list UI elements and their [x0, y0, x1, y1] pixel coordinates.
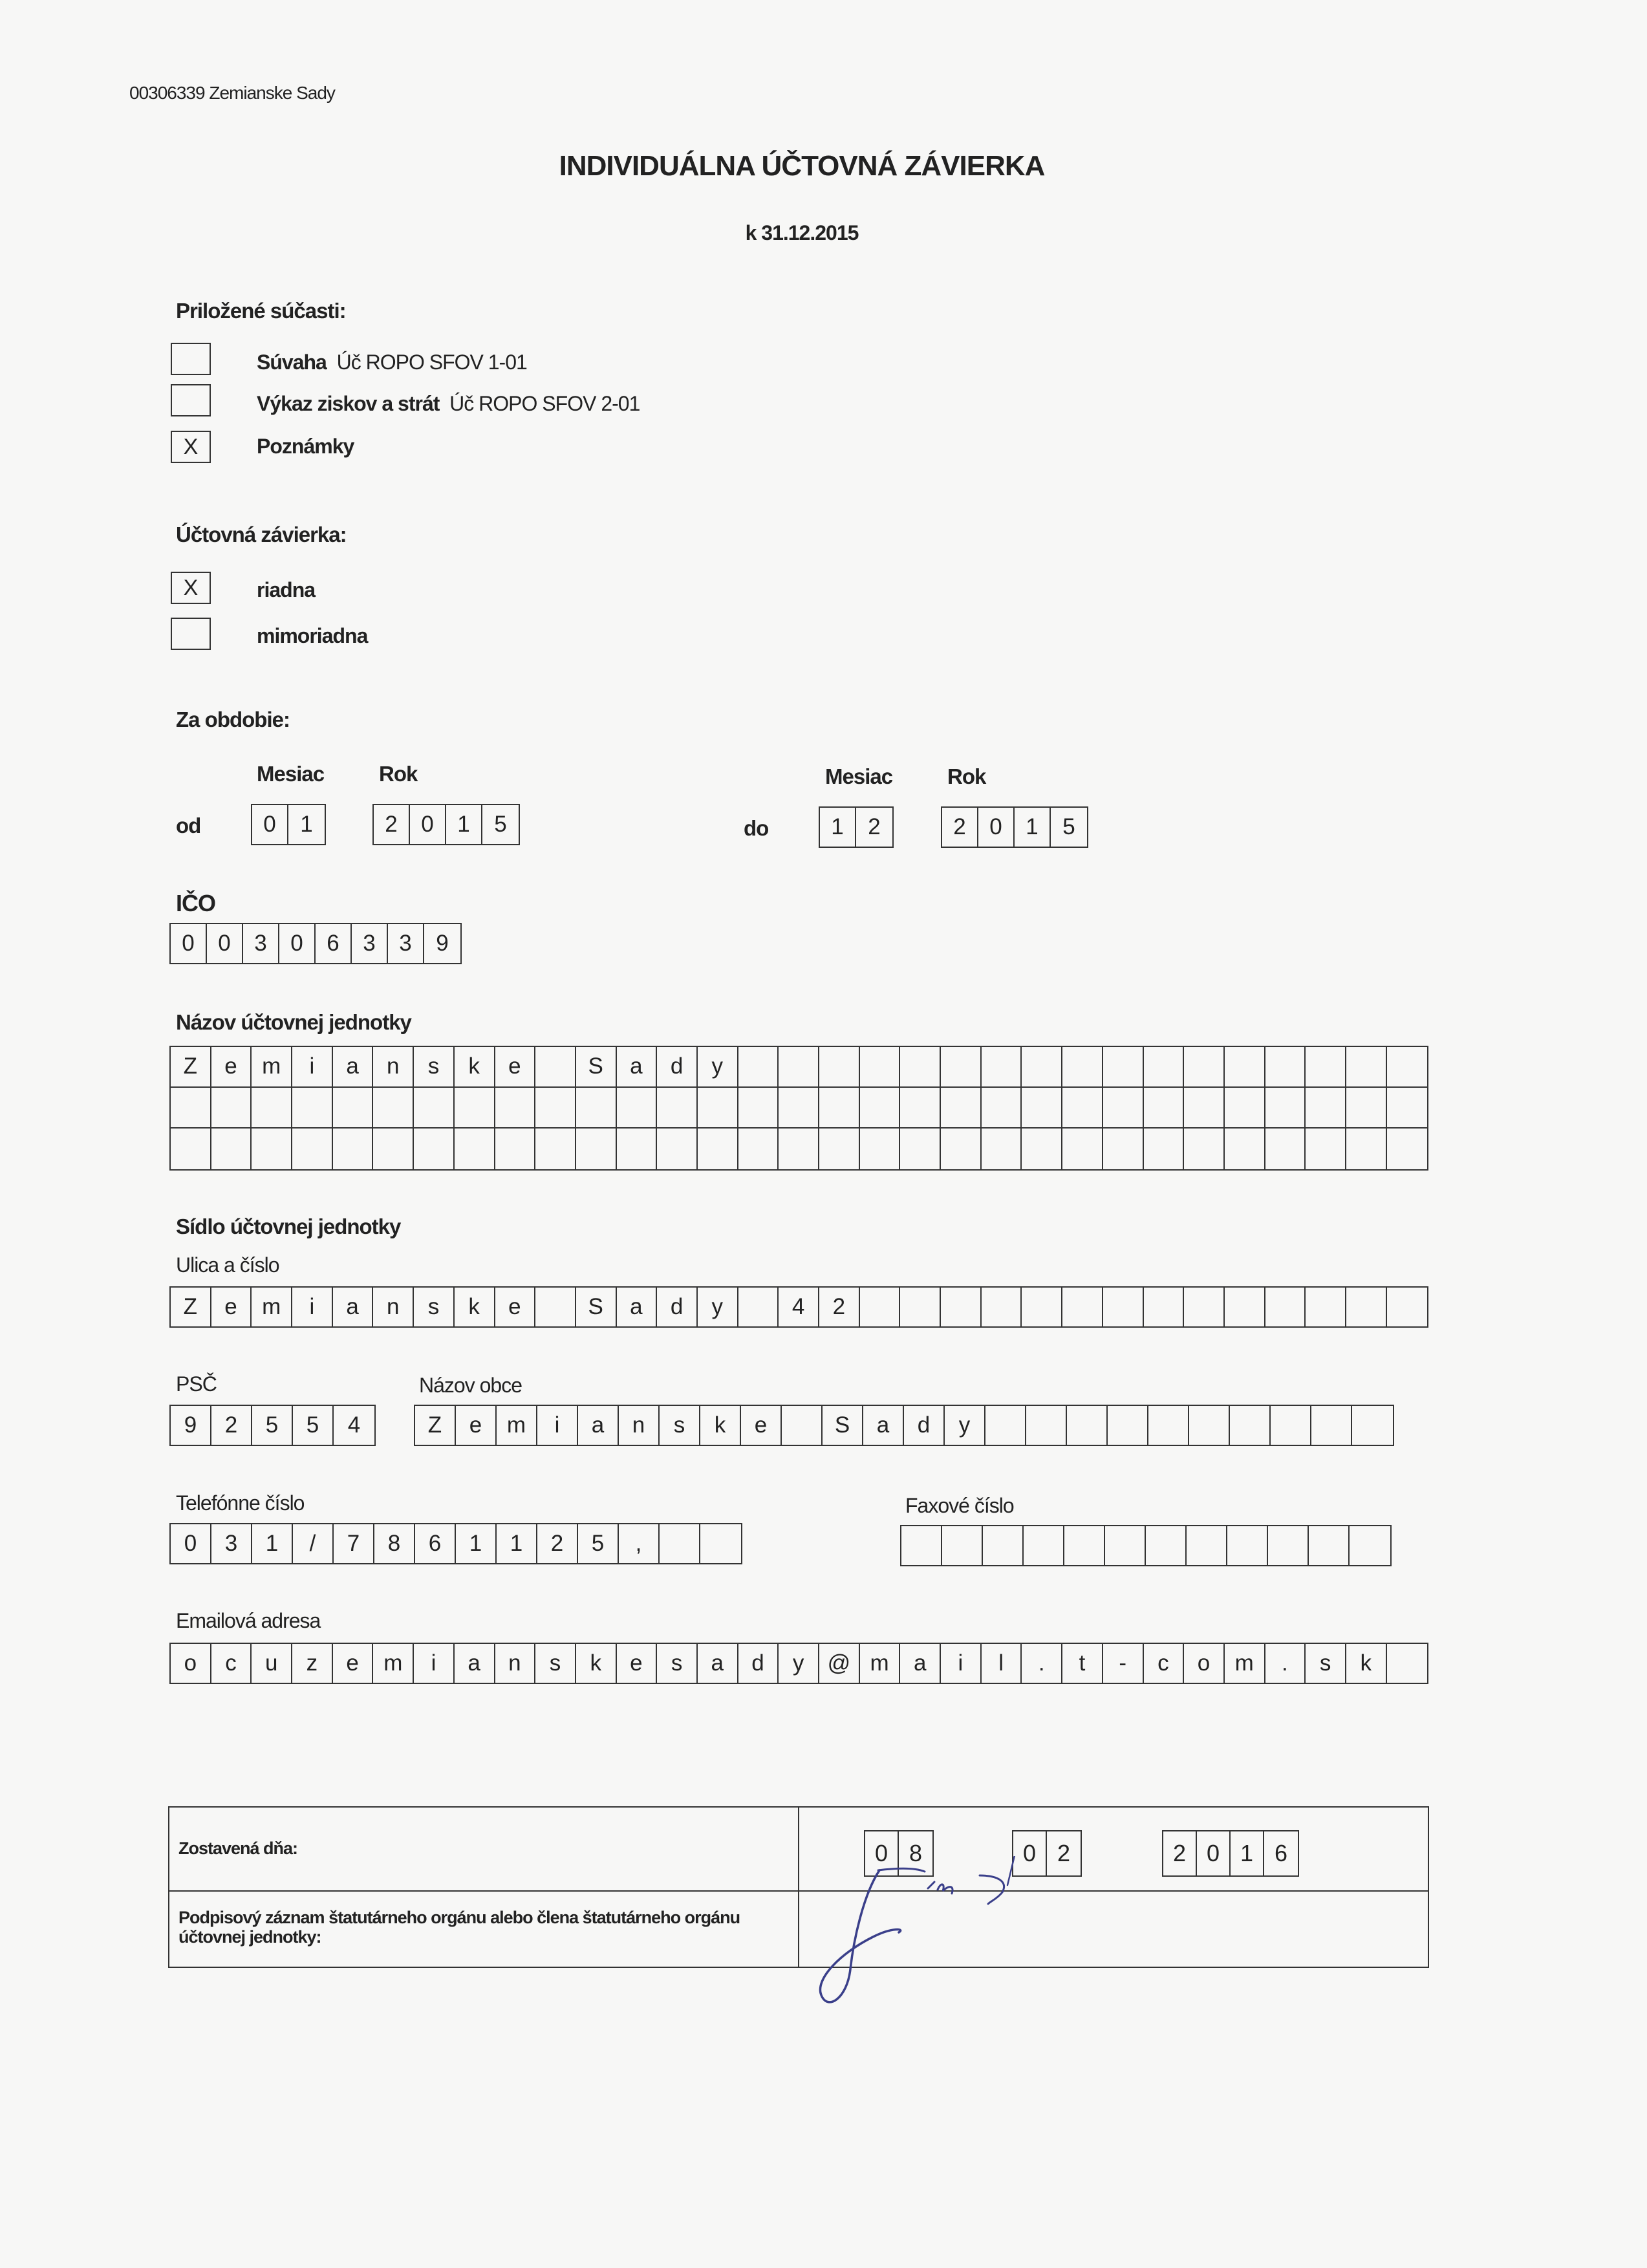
char-cell [1146, 1526, 1187, 1565]
char-cell: d [738, 1644, 779, 1683]
checkbox-mimoriadna[interactable] [171, 618, 211, 650]
char-cell [1271, 1406, 1311, 1445]
char-cell: 2 [1163, 1831, 1197, 1875]
char-cell: Z [171, 1047, 211, 1088]
char-cell: 0 [171, 924, 207, 963]
char-cell [1265, 1288, 1306, 1326]
char-cell: d [657, 1288, 698, 1326]
char-cell: m [497, 1406, 537, 1445]
ico-field[interactable] [169, 923, 462, 964]
signature-label: Podpisový záznam štatutárneho orgánu alebo člena štatutárneho orgánu účtovnej jednotky: [178, 1908, 740, 1947]
char-cell [617, 1088, 658, 1129]
char-cell [860, 1088, 901, 1129]
suvaha-code: Úč ROPO SFOV 1-01 [336, 351, 527, 374]
char-cell [1265, 1088, 1306, 1129]
char-cell [252, 1088, 292, 1129]
char-cell [860, 1288, 901, 1326]
char-cell: n [619, 1406, 660, 1445]
char-cell [1144, 1288, 1185, 1326]
char-cell: i [292, 1047, 333, 1088]
street-field[interactable] [169, 1286, 1428, 1328]
char-cell: y [698, 1047, 738, 1088]
char-cell: 0 [978, 808, 1015, 847]
char-cell [1148, 1406, 1189, 1445]
char-cell: 2 [211, 1406, 252, 1445]
char-cell: e [333, 1644, 374, 1683]
char-cell [1225, 1129, 1265, 1169]
char-cell: 3 [388, 924, 424, 963]
date-line: k 31.12.2015 [745, 221, 859, 244]
char-cell: n [373, 1047, 414, 1088]
char-cell: Z [415, 1406, 456, 1445]
handwritten-signature [802, 1856, 1060, 2024]
char-cell [1387, 1129, 1428, 1169]
char-cell [985, 1406, 1026, 1445]
char-cell: y [779, 1644, 819, 1683]
char-cell [1022, 1088, 1062, 1129]
char-cell: . [1265, 1644, 1306, 1683]
char-cell [373, 1088, 414, 1129]
char-cell [941, 1129, 982, 1169]
char-cell: 8 [374, 1524, 415, 1563]
psc-field[interactable] [169, 1405, 376, 1446]
char-cell [414, 1088, 455, 1129]
char-cell [1022, 1129, 1062, 1169]
char-cell: a [333, 1288, 374, 1326]
checkbox-poznamky[interactable]: X [171, 431, 211, 463]
char-cell: a [863, 1406, 904, 1445]
char-cell [738, 1088, 779, 1129]
char-cell [819, 1129, 860, 1169]
char-cell: a [900, 1644, 941, 1683]
char-cell [333, 1088, 374, 1129]
char-cell [779, 1129, 819, 1169]
char-cell [1268, 1526, 1309, 1565]
name-field[interactable] [169, 1046, 1428, 1171]
char-cell: 2 [868, 814, 881, 839]
email-label: Emailová adresa [176, 1609, 321, 1632]
char-cell [1350, 1526, 1390, 1565]
char-cell: u [252, 1644, 292, 1683]
char-cell [455, 1088, 495, 1129]
compiled-year-field[interactable] [1162, 1830, 1299, 1877]
char-cell [333, 1129, 374, 1169]
char-cell [495, 1088, 536, 1129]
char-cell: n [373, 1288, 414, 1326]
from-year-label: Rok [379, 762, 418, 786]
char-cell: e [495, 1288, 536, 1326]
char-cell [1306, 1129, 1346, 1169]
char-cell [1311, 1406, 1352, 1445]
char-cell [1189, 1406, 1230, 1445]
char-cell [900, 1288, 941, 1326]
street-label: Ulica a číslo [176, 1253, 279, 1277]
char-cell [1103, 1047, 1144, 1088]
page-title: INDIVIDUÁLNA ÚČTOVNÁ ZÁVIERKA [559, 150, 1045, 182]
char-cell [1184, 1047, 1225, 1088]
phone-label: Telefónne číslo [176, 1491, 305, 1515]
char-cell [1346, 1088, 1387, 1129]
char-cell [1022, 1047, 1062, 1088]
char-cell [738, 1047, 779, 1088]
char-cell [819, 1088, 860, 1129]
char-cell [982, 1129, 1022, 1169]
char-cell: 2 [537, 1524, 578, 1563]
char-cell [1265, 1129, 1306, 1169]
char-cell: 9 [171, 1406, 211, 1445]
char-cell: m [1225, 1644, 1265, 1683]
char-cell [1352, 1406, 1393, 1445]
char-cell: 0 [410, 805, 446, 844]
header-code: 00306339 Zemianske Sady [129, 83, 335, 103]
char-cell: l [982, 1644, 1022, 1683]
char-cell [292, 1088, 333, 1129]
char-cell: i [537, 1406, 578, 1445]
psc-label: PSČ [176, 1372, 217, 1396]
char-cell [1108, 1406, 1148, 1445]
vykaz-option [257, 392, 640, 416]
char-cell: 0 [1197, 1831, 1231, 1875]
char-cell [738, 1288, 779, 1326]
table-divider [798, 1808, 799, 1967]
char-cell: d [657, 1047, 698, 1088]
char-cell [1024, 1526, 1064, 1565]
char-cell: 1 [456, 1524, 497, 1563]
checkbox-riadna[interactable]: X [171, 572, 211, 604]
char-cell [982, 1088, 1022, 1129]
char-cell [1022, 1288, 1062, 1326]
char-cell: o [1184, 1644, 1225, 1683]
char-cell: m [373, 1644, 414, 1683]
char-cell: k [455, 1288, 495, 1326]
char-cell: a [333, 1047, 374, 1088]
char-cell [1103, 1288, 1144, 1326]
char-cell [660, 1524, 700, 1563]
char-cell: 1 [252, 1524, 293, 1563]
char-cell: a [617, 1288, 658, 1326]
char-cell: c [1144, 1644, 1185, 1683]
char-cell: 1 [300, 812, 313, 837]
char-cell: s [657, 1644, 698, 1683]
char-cell [535, 1047, 576, 1088]
char-cell: Z [171, 1288, 211, 1326]
to-label: do [744, 816, 769, 840]
char-cell: e [741, 1406, 782, 1445]
char-cell: e [617, 1644, 658, 1683]
char-cell [1187, 1526, 1227, 1565]
char-cell: a [578, 1406, 619, 1445]
char-cell [1184, 1088, 1225, 1129]
char-cell: 9 [436, 931, 449, 956]
char-cell: 5 [252, 1406, 293, 1445]
char-cell [1227, 1526, 1268, 1565]
char-cell: 8 [909, 1840, 923, 1866]
char-cell: i [414, 1644, 455, 1683]
char-cell: 5 [293, 1406, 334, 1445]
char-cell [657, 1129, 698, 1169]
char-cell [782, 1406, 823, 1445]
town-field[interactable] [414, 1405, 1394, 1446]
char-cell: 0 [252, 805, 288, 844]
char-cell [1387, 1047, 1428, 1088]
from-label: od [176, 814, 201, 837]
char-cell: s [535, 1644, 576, 1683]
char-cell: 1 [1015, 808, 1051, 847]
char-cell [1062, 1047, 1103, 1088]
from-month-label: Mesiac [257, 762, 325, 786]
char-cell: s [660, 1406, 700, 1445]
char-cell: 0 [1013, 1831, 1047, 1875]
char-cell: s [414, 1288, 455, 1326]
char-cell: k [1346, 1644, 1387, 1683]
fax-field[interactable] [900, 1525, 1392, 1566]
char-cell: 6 [1274, 1840, 1288, 1866]
char-cell: c [211, 1644, 252, 1683]
char-cell: / [293, 1524, 334, 1563]
char-cell: m [252, 1047, 292, 1088]
char-cell [941, 1288, 982, 1326]
char-cell [942, 1526, 983, 1565]
char-cell: d [904, 1406, 945, 1445]
char-cell [860, 1129, 901, 1169]
char-cell: i [292, 1288, 333, 1326]
char-cell [738, 1129, 779, 1169]
char-cell: 5 [494, 812, 507, 837]
char-cell [1387, 1288, 1428, 1326]
from-year-field[interactable] [372, 804, 520, 845]
suvaha-option [257, 351, 527, 374]
char-cell [941, 1047, 982, 1088]
char-cell [982, 1047, 1022, 1088]
char-cell [1144, 1129, 1185, 1169]
vykaz-name: Výkaz ziskov a strát [257, 392, 440, 415]
to-month-field[interactable] [819, 806, 894, 848]
char-cell: S [576, 1288, 617, 1326]
poznamky-option [257, 435, 354, 459]
fax-label: Faxové číslo [905, 1494, 1014, 1517]
char-cell: 4 [779, 1288, 819, 1326]
char-cell: 2 [374, 805, 410, 844]
town-label: Názov obce [419, 1374, 522, 1397]
char-cell: a [617, 1047, 658, 1088]
char-cell [1103, 1088, 1144, 1129]
char-cell: 2 [819, 1288, 860, 1326]
char-cell: k [700, 1406, 741, 1445]
char-cell [1225, 1288, 1265, 1326]
char-cell [982, 1288, 1022, 1326]
closing-label: Účtovná závierka: [176, 523, 347, 546]
char-cell: 5 [578, 1524, 619, 1563]
char-cell: 1 [1231, 1831, 1264, 1875]
char-cell: 6 [316, 924, 352, 963]
checkbox-vykaz[interactable] [171, 384, 211, 416]
char-cell [1230, 1406, 1271, 1445]
char-cell [1184, 1129, 1225, 1169]
char-cell: S [576, 1047, 617, 1088]
char-cell: z [292, 1644, 333, 1683]
char-cell [779, 1088, 819, 1129]
poznamky-name: Poznámky [257, 435, 354, 458]
char-cell [983, 1526, 1024, 1565]
char-cell [495, 1129, 536, 1169]
char-cell: y [698, 1288, 738, 1326]
char-cell: o [171, 1644, 211, 1683]
char-cell: 0 [207, 924, 243, 963]
riadna-option [257, 578, 315, 602]
char-cell [700, 1524, 741, 1563]
char-cell [1062, 1288, 1103, 1326]
char-cell [900, 1088, 941, 1129]
char-cell: 1 [446, 805, 482, 844]
char-cell: , [619, 1524, 660, 1563]
char-cell [941, 1088, 982, 1129]
char-cell: s [414, 1047, 455, 1088]
char-cell [1144, 1047, 1185, 1088]
char-cell: a [455, 1644, 495, 1683]
char-cell: k [576, 1644, 617, 1683]
char-cell: m [252, 1288, 292, 1326]
char-cell [535, 1129, 576, 1169]
char-cell [1346, 1288, 1387, 1326]
char-cell [576, 1088, 617, 1129]
char-cell [1062, 1088, 1103, 1129]
char-cell: 0 [279, 924, 316, 963]
char-cell: 1 [497, 1524, 537, 1563]
char-cell [1225, 1088, 1265, 1129]
char-cell [900, 1129, 941, 1169]
char-cell: 1 [820, 808, 856, 847]
char-cell: 0 [171, 1524, 211, 1563]
char-cell [1067, 1406, 1108, 1445]
phone-field[interactable] [169, 1523, 742, 1564]
char-cell [373, 1129, 414, 1169]
compiled-label: Zostavená dňa: [178, 1839, 298, 1858]
name-label: Názov účtovnej jednotky [176, 1010, 411, 1034]
seat-label: Sídlo účtovnej jednotky [176, 1215, 401, 1238]
char-cell: . [1022, 1644, 1062, 1683]
char-cell: 4 [347, 1412, 361, 1438]
char-cell [1062, 1129, 1103, 1169]
char-cell [698, 1088, 738, 1129]
char-cell [1064, 1526, 1105, 1565]
to-year-label: Rok [947, 764, 986, 788]
char-cell [171, 1088, 211, 1129]
char-cell [1265, 1047, 1306, 1088]
to-year-field[interactable] [941, 806, 1088, 848]
char-cell [171, 1129, 211, 1169]
char-cell: S [823, 1406, 863, 1445]
suvaha-name: Súvaha [257, 351, 327, 374]
char-cell [1105, 1526, 1146, 1565]
char-cell: n [495, 1644, 536, 1683]
char-cell [576, 1129, 617, 1169]
char-cell [292, 1129, 333, 1169]
char-cell [211, 1129, 252, 1169]
char-cell: @ [819, 1644, 860, 1683]
vykaz-code: Úč ROPO SFOV 2-01 [449, 392, 640, 415]
from-month-field[interactable] [251, 804, 326, 845]
char-cell [1144, 1088, 1185, 1129]
char-cell: t [1062, 1644, 1103, 1683]
char-cell [1387, 1644, 1428, 1683]
period-label: Za obdobie: [176, 707, 290, 731]
char-cell [1387, 1088, 1428, 1129]
char-cell: i [941, 1644, 982, 1683]
checkbox-suvaha[interactable] [171, 343, 211, 375]
char-cell [779, 1047, 819, 1088]
char-cell [535, 1288, 576, 1326]
char-cell [617, 1129, 658, 1169]
char-cell: 2 [942, 808, 978, 847]
char-cell: 2 [1057, 1840, 1071, 1866]
char-cell: e [211, 1047, 252, 1088]
char-cell: - [1103, 1644, 1144, 1683]
char-cell: 6 [415, 1524, 456, 1563]
mimoriadna-option [257, 624, 367, 648]
char-cell [1309, 1526, 1350, 1565]
char-cell [900, 1047, 941, 1088]
char-cell [901, 1526, 942, 1565]
char-cell [1346, 1047, 1387, 1088]
char-cell: 3 [243, 924, 279, 963]
char-cell [657, 1088, 698, 1129]
char-cell [1184, 1288, 1225, 1326]
char-cell [819, 1047, 860, 1088]
char-cell [1306, 1047, 1346, 1088]
char-cell [1103, 1129, 1144, 1169]
riadna-name: riadna [257, 578, 316, 601]
char-cell [455, 1129, 495, 1169]
char-cell: a [698, 1644, 738, 1683]
char-cell: k [455, 1047, 495, 1088]
char-cell [1306, 1088, 1346, 1129]
char-cell [252, 1129, 292, 1169]
char-cell: 7 [334, 1524, 374, 1563]
char-cell: 3 [211, 1524, 252, 1563]
char-cell: 0 [865, 1831, 899, 1875]
char-cell: y [945, 1406, 985, 1445]
email-field[interactable] [169, 1643, 1428, 1684]
char-cell [1306, 1288, 1346, 1326]
char-cell [414, 1129, 455, 1169]
char-cell [1026, 1406, 1067, 1445]
char-cell: e [456, 1406, 497, 1445]
char-cell: s [1306, 1644, 1346, 1683]
ico-label: IČO [176, 890, 216, 916]
char-cell [211, 1088, 252, 1129]
to-month-label: Mesiac [825, 764, 893, 788]
char-cell [535, 1088, 576, 1129]
char-cell: m [860, 1644, 901, 1683]
char-cell [698, 1129, 738, 1169]
char-cell: 5 [1062, 814, 1075, 839]
char-cell: e [211, 1288, 252, 1326]
char-cell [1225, 1047, 1265, 1088]
attached-label: Priložené súčasti: [176, 299, 346, 323]
mimoriadna-name: mimoriadna [257, 624, 368, 647]
char-cell: e [495, 1047, 536, 1088]
char-cell: 3 [352, 924, 388, 963]
char-cell [860, 1047, 901, 1088]
char-cell [1346, 1129, 1387, 1169]
